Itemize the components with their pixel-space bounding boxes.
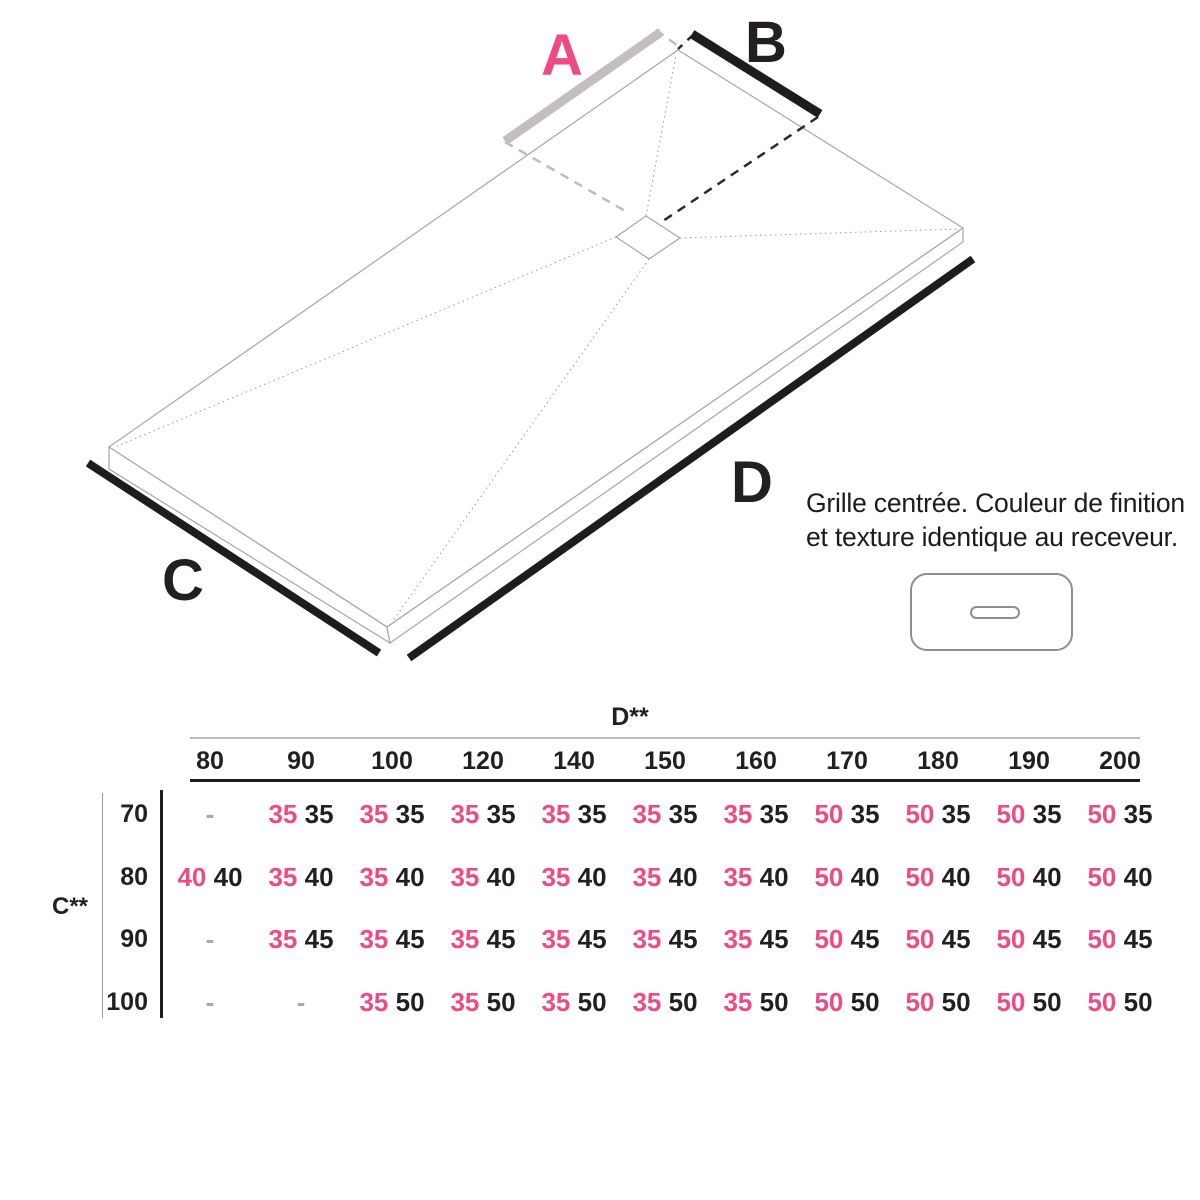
cell-C90-D180: 50 45	[905, 924, 971, 954]
cell-C90-D120: 35 45	[450, 924, 516, 954]
cell-C80-D200: 50 40	[1087, 861, 1153, 892]
row-header-90: 90	[120, 925, 148, 953]
cell-C70-D80: -	[205, 799, 215, 829]
cell-C90-D90: 35 45	[268, 924, 334, 954]
cell-C90-D200: 50 45	[1087, 924, 1153, 954]
cell-C70-D140: 35 35	[541, 799, 607, 829]
col-header-190: 190	[1008, 747, 1050, 775]
cell-C100-D120: 35 50	[450, 986, 516, 1017]
cell-C80-D190: 50 40	[996, 861, 1062, 892]
dim-label-b: B	[745, 10, 787, 75]
dim-label-c: C	[162, 548, 204, 613]
cell-C80-D180: 50 40	[905, 861, 971, 892]
cell-C70-D100: 35 35	[359, 799, 425, 829]
cell-C100-D90: -	[296, 986, 306, 1017]
cell-C80-D140: 35 40	[541, 861, 607, 892]
row-header-80: 80	[120, 862, 148, 891]
cell-C100-D140: 35 50	[541, 986, 607, 1017]
cell-C100-D150: 35 50	[632, 986, 698, 1017]
row-labels-rule	[160, 790, 163, 1018]
cell-C80-D120: 35 40	[450, 861, 516, 892]
cell-C90-D170: 50 45	[814, 924, 880, 954]
row-axis-label: C**	[51, 893, 88, 920]
cell-C80-D150: 35 40	[632, 861, 698, 892]
cell-C70-D170: 50 35	[814, 799, 880, 829]
cell-C80-D160: 35 40	[723, 861, 789, 892]
col-header-200: 200	[1099, 747, 1141, 775]
dim-label-a: A	[541, 23, 583, 88]
header-bottom-rule	[190, 779, 1140, 782]
cell-C80-D170: 50 40	[814, 861, 880, 892]
col-header-100: 100	[371, 747, 413, 775]
col-header-170: 170	[826, 747, 868, 775]
col-header-80: 80	[196, 747, 224, 775]
cell-C100-D100: 35 50	[359, 986, 425, 1017]
cell-C80-D100: 35 40	[359, 861, 425, 892]
row-header-70: 70	[120, 800, 148, 828]
cell-C70-D200: 50 35	[1087, 799, 1153, 829]
cell-C70-D120: 35 35	[450, 799, 516, 829]
cell-C100-D200: 50 50	[1087, 986, 1153, 1017]
col-header-140: 140	[553, 747, 595, 775]
col-header-180: 180	[917, 747, 959, 775]
cell-C100-D190: 50 50	[996, 986, 1062, 1017]
cell-C90-D160: 35 45	[723, 924, 789, 954]
cell-C70-D180: 50 35	[905, 799, 971, 829]
cell-C100-D170: 50 50	[814, 986, 880, 1017]
cell-C100-D80: -	[205, 986, 215, 1017]
cell-C90-D80: -	[205, 924, 215, 954]
cell-C90-D100: 35 45	[359, 924, 425, 954]
cell-C90-D140: 35 45	[541, 924, 607, 954]
cell-C80-D80: 40 40	[177, 861, 243, 892]
row-header-100: 100	[106, 987, 148, 1016]
col-header-160: 160	[735, 747, 777, 775]
cell-C80-D90: 35 40	[268, 861, 334, 892]
col-header-120: 120	[462, 747, 504, 775]
col-header-150: 150	[644, 747, 686, 775]
grid-note-line1: Grille centrée. Couleur de finition	[806, 488, 1185, 518]
cell-C100-D160: 35 50	[723, 986, 789, 1017]
cell-C90-D190: 50 45	[996, 924, 1062, 954]
dim-label-d: D	[731, 450, 773, 515]
cell-C70-D160: 35 35	[723, 799, 789, 829]
col-axis-label: D**	[611, 703, 649, 731]
cell-C70-D190: 50 35	[996, 799, 1062, 829]
cell-C70-D150: 35 35	[632, 799, 698, 829]
header-top-rule	[190, 737, 1140, 739]
col-header-90: 90	[287, 747, 315, 775]
grid-note-line2: et texture identique au receveur.	[806, 522, 1179, 552]
cell-C90-D150: 35 45	[632, 924, 698, 954]
cell-C70-D90: 35 35	[268, 799, 334, 829]
cell-C100-D180: 50 50	[905, 986, 971, 1017]
